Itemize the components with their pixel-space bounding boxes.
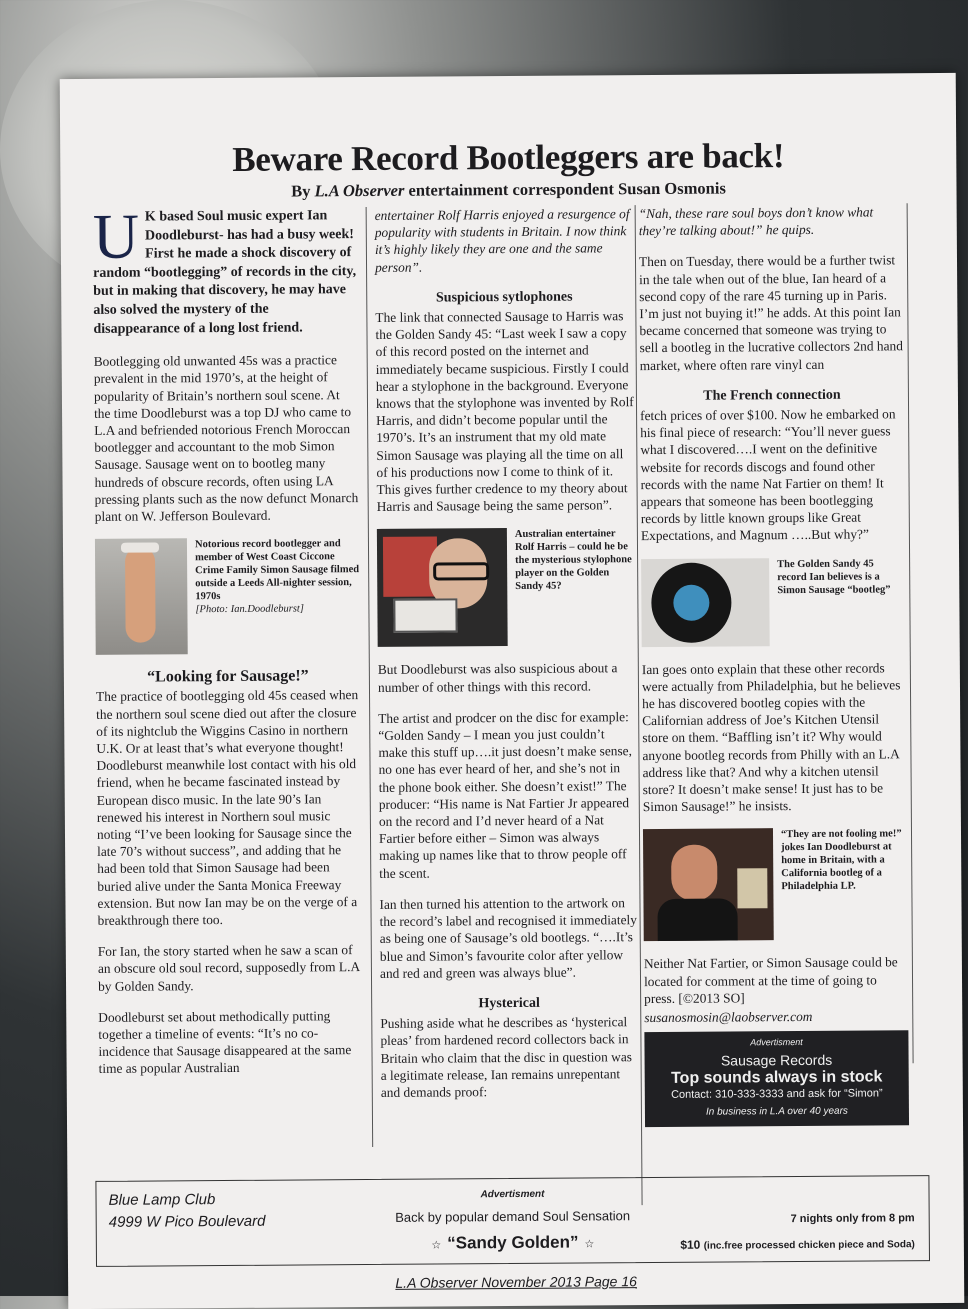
byline-paper: L.A Observer — [314, 180, 405, 201]
paragraph: The link that connected Sausage to Harris was the Golden Sandy 45: “Last week I saw a copy of this record posted on the internet and immediately became suspicious. Firstly I could hear a stylophone in the background. Everyone knows that the stylophone was invented by Rolf Harris, and didn’t become popular until the 1970’s. It’s an instrument that my old mate Simon Sausage was playing all the time on all of his productions now I come to think of it. This gives further credence to my theory about Harris and Sausage being the same person”. — [375, 308, 634, 515]
ad-label: Advertisment — [750, 1037, 803, 1048]
column-2 — [375, 205, 639, 1115]
author-email: susanosmosin@laobserver.com — [644, 1009, 813, 1026]
byline-suffix: entertainment correspondent Susan Osmonis — [404, 178, 726, 200]
ad-tagline: Top sounds always in stock — [670, 1068, 883, 1087]
paragraph: Bootlegging old unwanted 45s was a practice prevalent in the mid 1970’s, at the height of popularity of Britain’s northern soul scene. At the time Doodleburst was a top DJ who came to L.A and befriended notorious French Moroccan bootlegger and accountant to the mob Simon Sausage. Sausage went on to bootleg many hundreds of obscure records, often using LA pressing plants such as the now defunct Monarch plant on W. Jefferson Boulevard. — [93, 352, 359, 524]
lead-text: K based Soul music expert Ian Doodleburst- has had a busy week! First he made a shock discovery of random “bootlegging” of records in the city, but in making that discovery, he may have also solved the mystery of the disappearance of a long lost friend. — [93, 208, 357, 337]
column-3 — [639, 203, 909, 1127]
paragraph: “Nah, these rare soul boys don’t know what they’re talking about!” he quips. — [638, 204, 874, 239]
column-1 — [92, 200, 363, 1091]
nights-info: 7 nights only from 8 pm — [790, 1212, 915, 1226]
record-45-photo — [641, 558, 770, 647]
paragraph: The artist and prodcer on the disc for example: “Golden Sandy – I mean you just couldn’t make this stuff up….it just doesn’t make sense, no one has ever heard of her, and she’s not in the phone book either. She doesn’t exist!” The producer: “His name is Nat Fartier Jr appeared on the record and I’d never heard of a Nat Fartier before either – Simon was always making up names like that to throw people off the scent. — [378, 709, 633, 881]
lead-paragraph — [92, 200, 358, 339]
photo-caption: The Golden Sandy 45 record Ian believes is a Simon Sausage “bootleg” — [777, 558, 891, 596]
photo-caption: “They are not fooling me!” jokes Ian Doodleburst at home in Britain, with a California bootleg of a Philadelphia LP. — [780, 828, 902, 893]
star-icon: ☆ — [584, 1238, 595, 1251]
paragraph: For Ian, the story started when he saw a scan of an obscure old soul record, supposedly from L.A by Golden Sandy. — [97, 942, 360, 994]
ad-name: Sausage Records — [720, 1051, 833, 1069]
ad-line: Back by popular demand Soul Sensation — [395, 1208, 631, 1225]
photo-caption — [195, 537, 360, 654]
price: $10 — [680, 1237, 701, 1252]
venue-name: Blue Lamp Club — [108, 1191, 216, 1209]
ian-photo-block — [643, 828, 908, 942]
paragraph: Ian then turned his attention to the artwork on the record’s label and recognised it immediately as being one of Sausage’s old bootlegs. “….It’s blue and Simon’s favourite color after yellow and red and green was always blue”. — [379, 895, 637, 981]
star-icon: ☆ — [431, 1239, 442, 1252]
sausage-mascot-photo — [95, 538, 188, 655]
paragraph: fetch prices of over $100. Now he embarked on his final piece of research: “You’ll never guess what I discovered….I went on the definitive website for records discogs and found other records with the name Nat Fartier on them! It appears that someone has been bootlegging records by little known groups like Great Expectations, and Magnum …..But why?” — [640, 406, 896, 544]
subhead-french-connection: The French connection — [703, 387, 841, 404]
photo-credit: [Photo: Ian.Doodleburst] — [195, 603, 304, 616]
sausage-photo-block — [95, 537, 360, 655]
ian-doodleburst-photo — [643, 829, 774, 942]
record-photo-block — [641, 557, 906, 647]
subhead-looking-for-sausage: “Looking for Sausage!” — [147, 667, 309, 686]
paragraph: Neither Nat Fartier, or Simon Sausage could be located for comment at the time of going to press. [©2013 SO] — [643, 954, 898, 1006]
caption-text: Notorious record bootlegger and member of West Coast Ciccone Crime Family Simon Sausage filmed outside a Leeds All-nighter session, 1970s — [194, 538, 360, 603]
column-divider — [366, 207, 374, 1147]
subhead-suspicious-sytlophones: Suspicious sytlophones — [435, 289, 573, 306]
venue-address: 4999 W Pico Boulevard — [108, 1212, 266, 1231]
ad-contact: Contact: 310-333-3333 and ask for “Simon” — [670, 1087, 883, 1101]
price-info — [680, 1236, 915, 1252]
byline-prefix: By — [291, 181, 315, 201]
page-footer: L.A Observer November 2013 Page 16 — [395, 1273, 637, 1291]
paragraph: Doodleburst set about methodically putting together a timeline of events: “It’s no co-incidence that Sausage disappeared at the same time as popular Australian — [98, 1008, 352, 1077]
subhead-hysterical: Hysterical — [478, 995, 540, 1012]
photo-caption: Australian entertainer Rolf Harris – could he be the mysterious stylophone player on the Golden Sandy 45? — [514, 528, 632, 593]
byline — [60, 177, 956, 203]
headline: Beware Record Bootleggers are back! — [232, 136, 785, 179]
rolf-photo-block — [377, 528, 636, 648]
paragraph: Then on Tuesday, there would be a further twist in the tale when out of the blue, Ian heard of a second copy of the rare 45 turning up in Paris. I’m just not buying it!” he adds. At this point Ian became concerned that someone was trying to sell a bootleg in the lucrative collectors 2nd hand market, where often rare vinyl can — [638, 252, 903, 373]
paragraph: The practice of bootlegging old 45s ceased when the northern soul scene died out after the closure of its nightclub the Wiggins Casino in northern U.K. Or at least that’s what everyone thought! Doodleburst meanwhile lost contact with his old friend, when he became fascinated instead by European disco music. In the late 90’s Ian renewed his interest in Northern soul music noting “I’ve been looking for Sausage since the late 70’s without success”, and adding that he had been told that Simon Sausage had been buried alive under the Santa Monica Freeway extension. But now Ian may be on the verge of a breakthrough there too. — [95, 687, 359, 928]
paragraph: Ian goes onto explain that these other records were actually from Philadelphia, but he believes he has discovered bootleg copies with the Californian address of Joe’s Kitchen Utensil store on them. “Baffling isn’t it? Why would anyone bootleg records from Philly with an L.A address like that? And why a kitchen utensil store? It doesn’t make sense! It just has to be Simon Sausage!” he insists. — [641, 660, 901, 815]
blue-lamp-club-ad — [95, 1175, 930, 1267]
paragraph: entertainer Rolf Harris enjoyed a resurgence of popularity with students in Britain. I now think it’s highly likely they are one and the same person”. — [374, 206, 630, 275]
drop-cap: U — [92, 200, 140, 272]
price-note: (inc.free processed chicken piece and Soda) — [703, 1239, 915, 1252]
paragraph: But Doodleburst was also suspicious about a number of other things with this record. — [377, 660, 618, 695]
act-name-text: “Sandy Golden” — [447, 1232, 579, 1253]
paragraph: Pushing aside what he describes as ‘hysterical pleas’ from hardened record collectors back in Britain who claim that the disc in question was a legitimate release, Ian remains unrepentant and demands proof: — [380, 1014, 633, 1100]
ad-since: In business in L.A over 40 years — [705, 1105, 848, 1118]
newspaper-page — [60, 73, 965, 1309]
sausage-records-ad — [644, 1031, 909, 1128]
rolf-harris-photo — [377, 528, 508, 647]
ad-label: Advertisment — [480, 1188, 545, 1201]
